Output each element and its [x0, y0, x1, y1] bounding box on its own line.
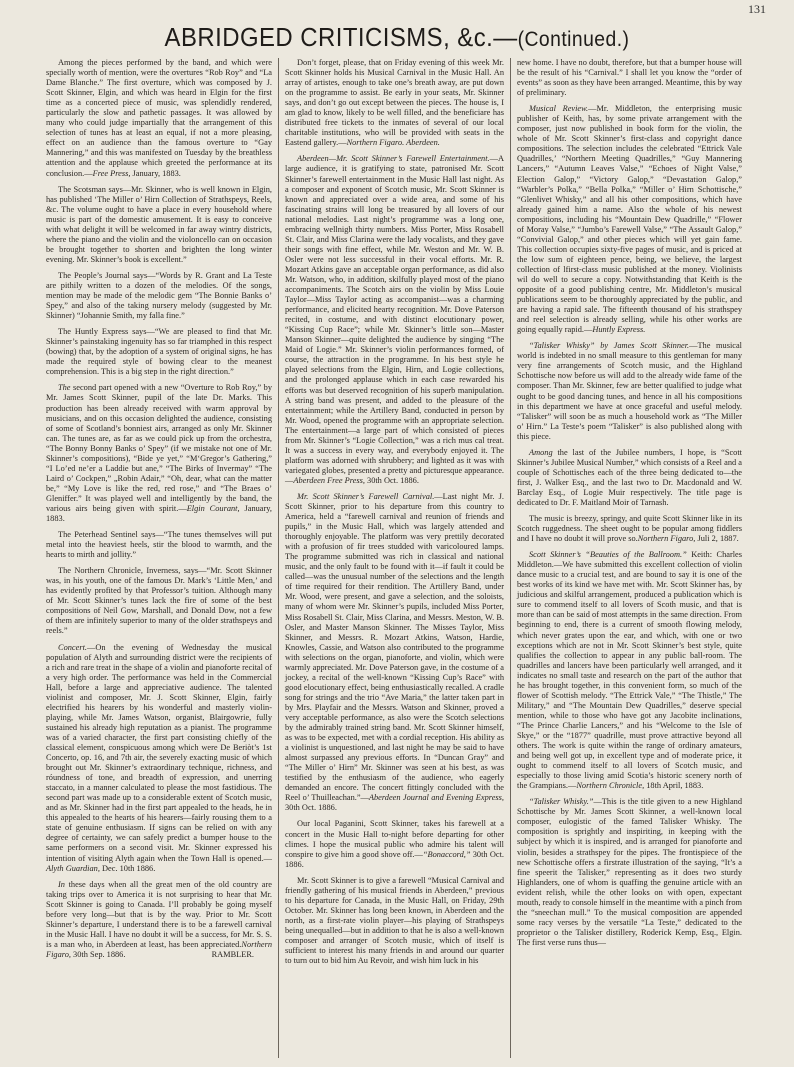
paragraph-text: —A large audience, it is gratifying to state, patronised Mr. Scott Skinner’s farewell entertainment in the Music Hall last night. As a composer and exponent of Scotch music, Mr. Scott Skinner is known and appreciated over a wide area, and some of his fascinating strains will long be treasured by all lovers of our national melodies. Last night’s programme was a long one, embracing wellnigh thirty numbers. Miss Porter, Miss Rosabell St. Clair, and Miss Clarina were the lady vocalists, and they gave their songs with fine effect, while Mr. Weston and Mr. W. B. Osler were not less successful in their vocal efforts. Mr. R. Mozart Atkins gave an acceptable organ performance, as did also Mr. Watson, who, in addition, skilfully played most of the piano accompaniments. The Scotch airs on the violin by Miss Louie Taylor—Miss Taylor acting as accompanist—was a charming performance, and elicited hearty recognition. Mr. Dove Paterson recited, in costume, and with distinct elocutionary power, “Kissing Cup Race”; while Mr. Skinner’s little son—Master Manson Skinner—quite delighted the audience by singing “The Maid of Logie.” Mr. Skinner’s violin performances formed, of course, the attraction in the programme. In his best style he played selections from the Elgin, Hirn, and Logie collections, and the prolonged applause which in each case rewarded his efforts was but deserved recognition of his superb manipulation. A string band was present, and added to the pleasure of the entertainment; while the Artillery Band, conducted in person by Mr. Wood, opened the programme with an appropriate selection. The entertainment—a large part of which consisted of pieces from Mr. Skinner’s “Logie Collection,” was a rich mus cal treat. It was a success in every way, and everybody enjoyed it. The platform was adorned with shrubbery; and lighted as it was with variegated globes, presented a pretty and picturesque appearance.— — [285, 154, 504, 485]
paragraph-lead: The — [58, 383, 71, 393]
paragraph-text: Our local Paganini, Scott Skinner, takes his farewell at a concert in the Music Hall to-night before departing for other climes. I hope the musical public who admire his talent will conspire to give him a good shove off.— — [285, 819, 504, 859]
signature: RAMBLER. — [211, 949, 254, 959]
article-paragraph — [517, 341, 742, 441]
source-citation: Huntly Express. — [592, 325, 646, 335]
source-citation: Elgin Courant, — [186, 503, 240, 513]
article-paragraph — [46, 643, 272, 874]
source-citation: Northern Chronicle, — [576, 781, 645, 791]
article-paragraph — [517, 797, 742, 948]
article-paragraph — [285, 876, 504, 966]
citation-date: 30th Oct. 1886. — [364, 475, 419, 485]
article-paragraph — [46, 327, 272, 377]
source-citation: Northern Figaro, — [46, 939, 272, 959]
column-left — [46, 58, 278, 1058]
article-paragraph — [46, 530, 272, 560]
column-right — [510, 58, 742, 1058]
citation-date: January, 1883. — [130, 168, 181, 178]
paragraph-lead: “Talisker Whisky.” — [529, 797, 594, 807]
page-title — [32, 22, 762, 53]
citation-date: 18th April, 1883. — [644, 781, 704, 791]
paragraph-lead: Musical Review. — [529, 104, 589, 114]
article-paragraph — [285, 819, 504, 869]
paragraph-text: —Mr. Middleton, the enterprising music publisher of Keith, has, by some private arrangement with the composer, just now published in book form for the violin, the whole of Mr. Scott Skinner’s first-class and copyright dance compositions. The selection includes the celebrated “Ettrick Vale Quadrilles,’ “Northern Meeting Quadrilles,” “Guy Mannering Lancers,” “Autumn Leaves Valse,” “Echoes of Night Valse,” Election Galop,” “Victory Galop,” “Devastation Galop,” “Warbler’s Polka,” “Bella Polka,” “Miller o’ Hirn Schottische,” “Glenlivet Whisky,” and all his other compositions, which have already gained him a name. Also the whole of his newest compositions, including his “Mountain Dew Quadrille,” “Flower of Moray Valse,” “Jumbo’s Farewell Valse,” “The Assault Galop,” “Convivial Galop,” and other pieces which will yet gain fame. This collection occupies sixty-five pages of music, and is priced at the low sum of eighteen pence, being, we believe, the largest collection of lfirst-class music published at the money. Violinists wil do well to secure a copy. Notwithstanding that Keith is the opposite of a good publishing centre, Mr. Middleton’s musical publications seem to be thoroughly appreciated by the public, and are having a rapid sale. The fifteenth thousand of his strathspey and reel selection is already selling, while his other works are going equally rapid.— — [517, 104, 742, 335]
page-title-continued: (Continued.) — [517, 28, 630, 51]
article-paragraph — [46, 383, 272, 524]
paragraph-text: second part opened with a new “Overture to Rob Roy,” by Mr. James Scott Skinner, pupil of the late Dr. Marks. This production has been already received with warm approval by musicians, and on this occasion delighted the audience, consisting of some of Scotland’s bonniest airs, arranged as only Mr. Skinner can. The tunes are, as far as we could pick up from the orchestra, “The Bonny Bonny Banks o’ Spey” (if we mistake not one of Mr. Skinner’s compositions), “Bide ye yet,” “M‘Gregor’s Gathering,” “I Lo’ed ne’er a Laddie but ane,” “The Birks of Invermay” “The Laird o’ Cockpen,” „Robin Adair,” “Oh, dear, what can the matter be,” “My Love is like the red, red rose,” and “The Braes o’ Gleniffer.” It was played well and intelligently by the band, the various airs being given with spirit.— — [46, 383, 272, 513]
paragraph-text: —On the evening of Wednesday the musical population of Alyth and surrounding district were the recipients of a rich and rare treat in the shape of a violin and pianoforte recital of a very high order. The performance was held in the Commercial Hall, before a large and appreciative audience. The talented violinist and composer, Mr. J. Scott Skinner, Elgin, fairly electrified his hearers by his wonderful and masterly violin-playing, while Mr. James Watson, organist, Blairgowrie, fully sustained his already high reputation as a pianist. The programme was of a varied character, the first part consisting chiefly of the classical element, conspicuous among which were De Beriòt’s 1st Concerto, op. 16, and 7th air, the severely exacting music of which brought out Mr. Skinner’s extraordinary technique, richness, and róundness of tone, and breadth of expression, and unerring staccato, in a manner calculated to please the most fastidious. The second part was made up to a considerable extent of Scotch music, and as Mr. Skinner had in the first part appealed to the heads, he in this appealed to the hearts of his hearers—fairly rousing them to a state of genuine enthusiasm. If signs can be relied on with any degree of certainty, we can safely predict a bumper house to the same performers on a second visit. Mr. Skinner expressed his intention of visiting Alyth again when the Town Hall is opened.— — [46, 642, 272, 863]
paragraph-text: The Peterhead Sentinel says—“The tunes themselves will put metal into the heaviest heels, stir the blood to warmth, and the hearts to mirth and jollity.” — [46, 530, 272, 560]
paragraph-lead: In — [58, 879, 65, 889]
citation-date: Dec. 10th 1886. — [99, 863, 156, 873]
paragraph-text: The Huntly Express says—“We are pleased to find that Mr. Skinner’s painstaking ingenuity has so far triamphed in this respect (bowing) that, by the adoption of a system of original signs, he has made the required style of bowing clear to the meanest comprehension. This is a big step in the right direction.” — [46, 327, 272, 377]
paragraph-lead: Among — [529, 447, 553, 457]
citation-date: 30th Sep. 1886. — [70, 949, 126, 959]
paragraph-text: The music is breezy, springy, and quite Scott Skinner like in its Scotch ruggedness. The sheet ought to be popular among fiddlers and I have no doubt it will prove so. — [517, 514, 742, 544]
paragraph-text: new home. I have no doubt, therefore, but that a bumper house will be the result of his “Carnival.” I shall let you know the “order of events” as soon as they have been arranged. Meantime, this by way of preliminary. — [517, 58, 742, 98]
article-paragraph — [46, 566, 272, 636]
article-paragraph — [517, 104, 742, 335]
article-paragraph — [46, 880, 272, 960]
paragraph-text: The Scotsman says—Mr. Skinner, who is well known in Elgin, has published ‘The Miller o’ Hirn Collection of Strathspeys, Reels, &c. The volume ought to have a place in every household where music is part of the domestic amusement. It is easy to conceive with what delight it will be welcomed in far away wintry districts, where the piano and the violin and the violoncello can on occasion be brought together to shorten and brighten the long winter evening. Mr. Skinner’s book is excellent.” — [46, 184, 272, 264]
paragraph-text: —This is the title given to a new Highland Schottische by Mr. James Scott Skinner, a well-known local composer, eulogistic of the famed Talisker Whisky. The composition is sprightly and inspiriting, in keeping with the subject by which it is inspired, and is arranged for pianoforte and violin, besides a strathspey for the pipes. The frontispiece of the new Schottische offers a firstrate illustration of the saying, “It’s a fine speerit the Talisker,” representing as it does two sturdy Highlanders, one of whom is quaffing the genuine article with an evident relish, while the other looks on with open, expectant mouth, ready to console himself in the meantime with a pinch from the “sneechan mull.” To the musical composition are appended some racy verses by the versatile “La Teste,” dedicated to the proprietor o the Talisker distillery, Roderick Kemp, Esq., Elgin. The first verse runs thus— — [517, 797, 742, 947]
paragraph-text: Among the pieces performed by the band, and which were specially worth of mention, were the overtures “Rob Roy” and “La Dame Blanche.” The first overture, which was composed by J. Scott Skinner, Elgin, and which was heard in Elgin for the first time as a concerted piece of music, was splendidly rendered, particularly the slow and pathetic passages. It was allowed by many who could judge impartially that the arrangement of this selection of tunes has at least an equal, if not a more pleasing, effect on an audience than the famous overture to “Gay Mannering,” and this was manifested on Tuesday by the breathless attention and the applause which greeted the performance at its conclusion.— — [46, 58, 272, 178]
article-paragraph — [285, 154, 504, 486]
paragraph-lead: Scott Skinner’s “Beauties of the Ballroom.” — [529, 550, 687, 560]
paragraph-text: these days when all the great men of the old country are taking trips over to America it is not surprising to hear that Mr. Scott Skinner is going to Canada. I’ll probably be going myself before very long—but that is by the way. Prior to Mr. Scott Skinner’s departure, I understand there is to be a farewell carnival in the Music Hall. I have no doubt it will be a success, for Mr. S. S. is a man who, in Aberdeen at least, has been appreciated. — [46, 879, 272, 949]
citation-date: 30th Oct. 1886. — [285, 803, 337, 813]
citation-date: 30th Oct. 1886. — [285, 849, 504, 869]
paragraph-text: —Last night Mr. J. Scott Skinner, prior to his departure from this country to America, held a “farewell carnival and reunion of friends and pupils,” in the Music Hall, which was largely attended and thoroughly enjoyable. The platform was very prettily decorated with a profusion of fir trees studded with varicoloured lamps. The programme submitted was rich in classical and national music, and the only fault to be found with it—if fault it could be called—was the unusual number of the selections and the length of time required for their rendition. The Artillery Band, under Mr. Wood, were present, and gave a selection, and the soloists, many of whom were Mr. Skinner’s pupils, included Miss Porter, Miss Rosabell St. Clair, Miss Clarina, and Messrs. Meston, W. B. Osler, and Master Manson Skinner. The Misses Taylor, Miss Skinner, and Messrs. R. Mozart Atkins, Watson, Hardie, Knowles, Cassie, and Watson also contributed to the programme with selections on the organ, pianoforte, and violin, which were warmly appreciated. Mr. Dove Paterson gave, in the costume of a jockey, a recital of the well-known “Kissing Cup’s Race” with good elocutionary effect, being enthusiastically recalled. A cradle song for strings and the trio “Ave Maria,” the latter taken part in by Mrs. Playfair and the Messrs. Watson and Skinner, proved a very acceptable performance, as also were the Scotch selections by the admirably trained string band. Mr. Scott Skinner himself, as was to be expected, met with a cordial reception. His ability as a violinist is unquestioned, and last night he may be said to have almost surpassed any previous efforts. In “Duncan Gray” and “The Miller o’ Hirn” Mr. Skinner was seen at his best, as was testified by the enthusiasm of the audience, who eagerly demanded an encore. The concert fittingly concluded with the Reel o’ Thuilleachan.”— — [285, 491, 504, 803]
article-paragraph — [46, 271, 272, 321]
source-citation: Alyth Guardian, — [46, 863, 100, 873]
paragraph-text: Don’t forget, please, that on Friday evening of this week Mr. Scott Skinner holds his Musical Carnival in the Music Hall. An array of artistes, enough to take one’s breath away, are put down on the programme to assist. Be early in your seats, Mr. Skinner says, and don’t go out except between the pieces. The house is, I am glad to know, likely to be well filled, and the beneficiare has distributed free tickets to the inmates of several of our local charitable institutions, who will be provided with seats in the Eastend gallery.— — [285, 58, 504, 148]
source-citation: Aberdeen Free Press, — [293, 475, 365, 485]
paragraph-text: The Northern Chronicle, Inverness, says—“Mr. Scott Skinner was, in his youth, one of the famous Dr. Mark’s ‘Little Men,’ and has evidently profited by that Professor’s tuition. Although many of Mr. Scott Skinner’s tunes lack the fire of some of the best compositions of Neil Gow, Marshall, and Donald Dow, not a few of them are infinitely superior to many of the older strathspeys and reels.” — [46, 566, 272, 636]
paragraph-lead: Aberdeen—Mr. Scott Skinner’s Farewell Entertainment. — [297, 154, 490, 164]
paragraph-text: Keith: Charles Middleton.—We have submitted this excellent collection of violin dance music to a crucial test, and are bound to say it is one of the best works of its kind we have met with. Mr. Scott Skinner has, by judicious and skilful arrangement, produced a publication which is sure to commend itself to all lovers of Scoth music, and that is more than can be said of most attempts in the same direction. From beginning to end, there is a current of smooth flowing melody, which never grates upon the ear, and which, with one or two exceptions which are not in Mr. Scott Skinner’s best style, quite qualifies the collection to appear in any public ball-room. The quadrilles and lancers have been particularly well arranged, and it indicates no small taste and research on the part of the author that he has brought together, in this convenient form, so much of the flower of Scottish melody. “The Ettrick Vale,” “The Thistle,” The Military,” and “The Mountain Dew Quadrilles,” deserve special mention, while to those who have got any Jacobite inclinations, “The Prince Charlie Lancers,” and his “Welcome to the Isle of Skye,” or the “1877” quadrille, must prove attractive beyond all others. The work is quite within the range of ordinary amateurs, and being well got up, in excellent type and of moderate price, it ought to commend itself to all lovers of Scotch music, and especially to those living amid Scotia’s historic scenery north of the Grampians.— — [517, 550, 742, 791]
source-citation: “Bonaccord,” — [422, 849, 471, 859]
paragraph-lead: “Talisker Whisky” by James Scott Skinner. — [529, 341, 690, 351]
paragraph-lead: Mr. Scott Skinner’s Farewell Carnival. — [297, 491, 435, 501]
paragraph-text: Mr. Scott Skinner is to give a farewell “Musical Carnival and friendly gathering of his musical friends in Aberdeen,” previous to his departure for Canada, in the Music Hall, on Friday, 29th October. Mr. Skinner has long been known, in Aberdeen and the north, as a first-rate violin player—his playing of Strathspeys being unequalled—but in addition to that he is also a well-known composer and arranger of Scotch music, which of itself is sufficient to interest his many friends in and around our quarter to turn out to bid him Au Revoir, and wish him luck in his — [285, 875, 504, 966]
page-number: 131 — [748, 2, 766, 16]
article-columns — [46, 58, 766, 1058]
article-paragraph — [46, 185, 272, 265]
article-paragraph — [517, 58, 742, 98]
citation-date: Juli 2, 1887. — [695, 534, 739, 544]
paragraph-text: —The musical world is indebted in no small measure to this gentleman for many very fine arrangements of Scotch music, and the Highland Schottische now before us will add to the already wide fame of the composer. Than Mr. Skinner, few are better qualified to judge what ought to be good dancing tunes, and hence in all his compositions in this department we have at once graceful and useful melody. “Talisker” will soon be as much a household work as “The Miller o’ Hirn.” La Teste’s poem “Talisker” is also published along with this piece. — [517, 341, 742, 441]
article-paragraph — [517, 448, 742, 508]
article-paragraph — [285, 58, 504, 148]
column-middle — [278, 58, 510, 1058]
paragraph-text: The People’s Journal says—“Words by R. Grant and La Teste are pithily written to a dozen of the melodies. Of the songs, mention may be made of the melodic gem “The Bonnie Banks o’ Spey,” and also of the taking nursery melody (suggested by Mr. Skinner) “Johannie Smith, my falla fine.” — [46, 270, 272, 321]
source-citation: Northern Figaro. Aberdeen. — [346, 138, 440, 148]
citation-date: January, 1883. — [46, 503, 273, 524]
paragraph-lead: Concert. — [58, 642, 87, 652]
paragraph-text: the last of the Jubilee numbers, I hope, is “Scott Skinner’s Jubilee Musical Number,” which consists of a Reel and a couple of Schottisches each of the three being dedicated to—the first, J. Walker Esq., and the last two to Dr. Macdonald and W. Barclay Esq., of Logie Muir respectively. The title page is dedicated to Dr. F. Maitland Moir of Tarnash. — [517, 447, 742, 507]
source-citation: Aberdeen Journal and Evening Express, — [368, 793, 504, 803]
article-paragraph — [517, 514, 742, 544]
article-paragraph — [46, 58, 272, 179]
article-paragraph — [285, 492, 504, 814]
article-paragraph — [517, 550, 742, 791]
page-title-main: ABRIDGED CRITICISMS, &c.— — [164, 22, 518, 52]
source-citation: Northern Figaro, — [637, 534, 696, 544]
source-citation: Free Press, — [92, 168, 131, 178]
